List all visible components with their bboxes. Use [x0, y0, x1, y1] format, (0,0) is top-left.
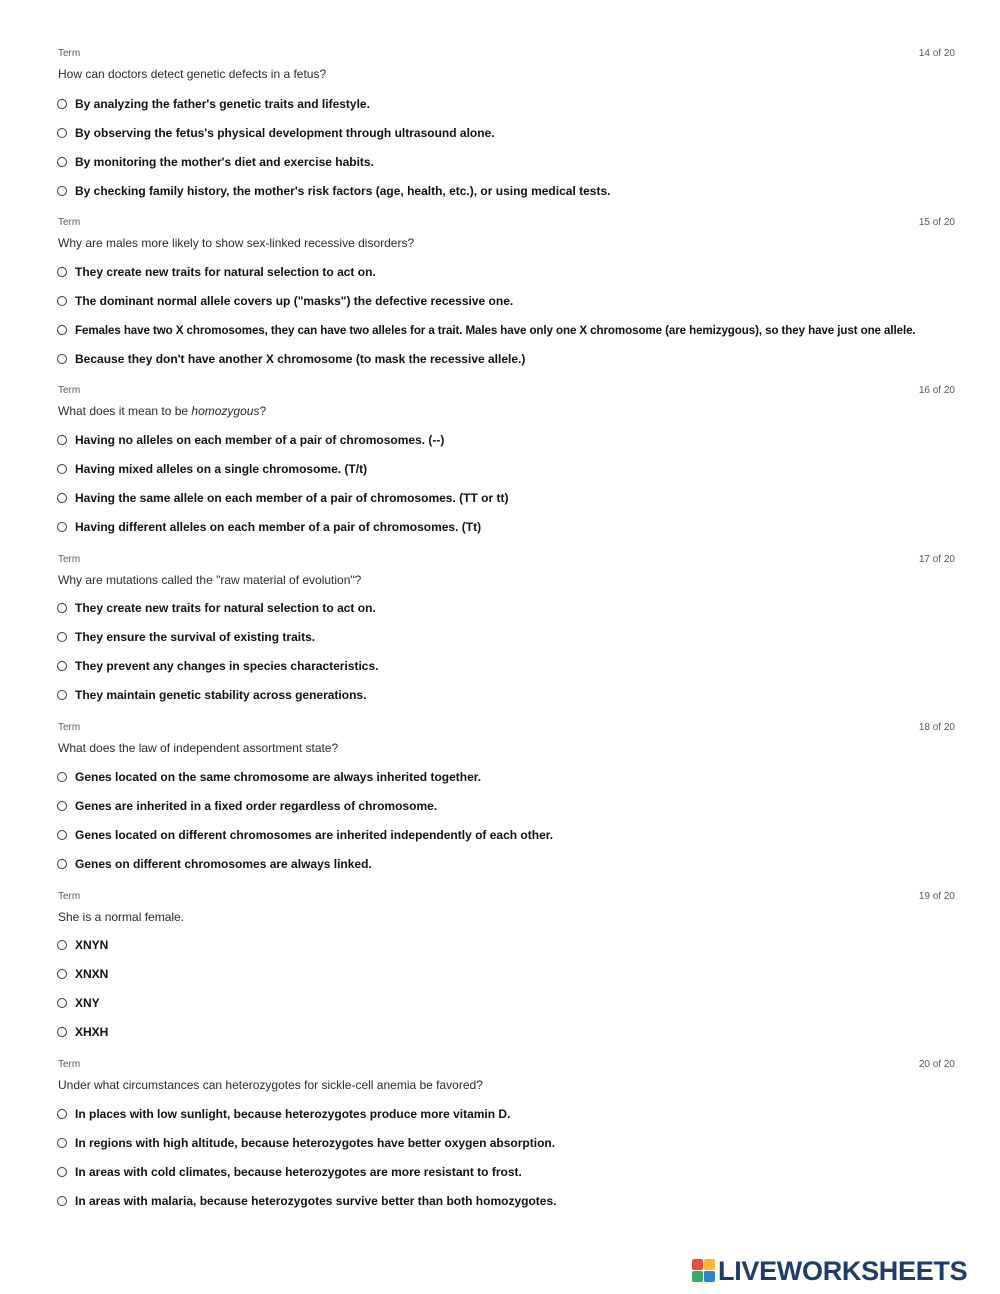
option-label[interactable]: XNY: [75, 996, 100, 1010]
option-label[interactable]: Having the same allele on each member of a pair of chromosomes. (TT or tt): [75, 491, 509, 505]
radio-button[interactable]: [57, 1109, 67, 1119]
option-label[interactable]: XNXN: [75, 967, 109, 981]
option-label[interactable]: By observing the fetus's physical development through ultrasound alone.: [75, 126, 495, 140]
radio-button[interactable]: [57, 772, 67, 782]
option-label[interactable]: Genes on different chromosomes are always linked.: [75, 857, 372, 871]
option-label[interactable]: Genes located on the same chromosome are always inherited together.: [75, 770, 482, 784]
term-label: Term: [58, 385, 81, 396]
question-16: [0, 385, 1000, 553]
term-label: Term: [58, 48, 81, 59]
radio-button[interactable]: [57, 661, 67, 671]
option-label[interactable]: XNYN: [75, 938, 109, 952]
answer-option[interactable]: [57, 799, 957, 817]
prompt-text-end: ?: [259, 404, 267, 418]
answer-option[interactable]: [57, 97, 957, 115]
question-counter: 14 of 20: [918, 48, 955, 59]
question-prompt: What does the law of independent assortment state?: [58, 741, 339, 755]
option-label[interactable]: Having different alleles on each member of a pair of chromosomes. (Tt): [75, 520, 482, 534]
radio-button[interactable]: [57, 157, 67, 167]
radio-button[interactable]: [57, 969, 67, 979]
question-18: [0, 722, 1000, 890]
question-counter: 20 of 20: [918, 1059, 955, 1070]
answer-option[interactable]: [57, 996, 957, 1014]
term-label: Term: [58, 891, 81, 902]
option-label[interactable]: They create new traits for natural selection to act on.: [75, 265, 376, 279]
radio-button[interactable]: [57, 464, 67, 474]
question-header: [58, 1059, 955, 1073]
question-prompt: She is a normal female.: [58, 910, 185, 924]
answer-option[interactable]: [57, 433, 957, 451]
radio-button[interactable]: [57, 1196, 67, 1206]
question-counter: 17 of 20: [918, 554, 955, 565]
answer-option[interactable]: [57, 323, 957, 341]
term-label: Term: [58, 1059, 81, 1070]
option-label[interactable]: In places with low sunlight, because heterozygotes produce more vitamin D.: [75, 1107, 511, 1121]
question-header: [58, 217, 955, 231]
option-label[interactable]: Because they don't have another X chromosome (to mask the recessive allele.): [75, 352, 526, 366]
answer-option[interactable]: [57, 491, 957, 509]
answer-option[interactable]: [57, 1136, 957, 1154]
answer-option[interactable]: [57, 294, 957, 312]
radio-button[interactable]: [57, 998, 67, 1008]
option-label[interactable]: The dominant normal allele covers up ("masks") the defective recessive one.: [75, 294, 514, 308]
question-19: [0, 891, 1000, 1059]
radio-button[interactable]: [57, 435, 67, 445]
answer-option[interactable]: [57, 1165, 957, 1183]
answer-option[interactable]: [57, 828, 957, 846]
prompt-emphasis: homozygous: [191, 404, 260, 418]
option-label[interactable]: Having mixed alleles on a single chromosome. (T/t): [75, 462, 368, 476]
option-label[interactable]: By analyzing the father's genetic traits and lifestyle.: [75, 97, 370, 111]
term-label: Term: [58, 217, 81, 228]
question-counter: 16 of 20: [918, 385, 955, 396]
question-header: [58, 722, 955, 736]
logo-mark-square: [704, 1271, 715, 1282]
radio-button[interactable]: [57, 493, 67, 503]
logo-mark-icon: [692, 1259, 716, 1283]
term-label: Term: [58, 554, 81, 565]
option-label[interactable]: By monitoring the mother's diet and exercise habits.: [75, 155, 374, 169]
question-prompt: Why are males more likely to show sex-linked recessive disorders?: [58, 236, 415, 250]
answer-option[interactable]: [57, 770, 957, 788]
liveworksheets-logo: [692, 1255, 992, 1285]
answer-option[interactable]: [57, 265, 957, 283]
answer-option[interactable]: [57, 688, 957, 706]
question-prompt: Under what circumstances can heterozygotes for sickle-cell anemia be favored?: [58, 1078, 483, 1092]
option-label[interactable]: Having no alleles on each member of a pair of chromosomes. (--): [75, 433, 445, 447]
question-header: [58, 48, 955, 62]
radio-button[interactable]: [57, 99, 67, 109]
radio-button[interactable]: [57, 1167, 67, 1177]
radio-button[interactable]: [57, 940, 67, 950]
option-label[interactable]: Females have two X chromosomes, they can have two alleles for a trait. Males have only one X chromosome (are hemizygous), so they have just one allele.: [75, 324, 916, 337]
question-prompt: Why are mutations called the "raw material of evolution"?: [58, 573, 362, 587]
logo-mark-square: [692, 1259, 703, 1270]
question-counter: 15 of 20: [918, 217, 955, 228]
answer-option[interactable]: [57, 967, 957, 985]
radio-button[interactable]: [57, 522, 67, 532]
question-header: [58, 891, 955, 905]
option-label[interactable]: XHXH: [75, 1025, 109, 1039]
question-counter: 19 of 20: [918, 891, 955, 902]
answer-option[interactable]: [57, 184, 957, 202]
answer-option[interactable]: [57, 938, 957, 956]
option-label[interactable]: They prevent any changes in species characteristics.: [75, 659, 379, 673]
question-header: [58, 554, 955, 568]
answer-option[interactable]: [57, 1025, 957, 1043]
option-label[interactable]: In areas with malaria, because heterozygotes survive better than both homozygotes.: [75, 1194, 557, 1208]
radio-button[interactable]: [57, 603, 67, 613]
answer-option[interactable]: [57, 155, 957, 173]
radio-button[interactable]: [57, 859, 67, 869]
answer-option[interactable]: [57, 1107, 957, 1125]
answer-option[interactable]: [57, 659, 957, 677]
option-label[interactable]: They maintain genetic stability across generations.: [75, 688, 367, 702]
radio-button[interactable]: [57, 354, 67, 364]
question-counter: 18 of 20: [918, 722, 955, 733]
question-17: [0, 554, 1000, 722]
radio-button[interactable]: [57, 801, 67, 811]
radio-button[interactable]: [57, 830, 67, 840]
answer-option[interactable]: [57, 126, 957, 144]
option-label[interactable]: They ensure the survival of existing traits.: [75, 630, 316, 644]
answer-option[interactable]: [57, 1194, 957, 1212]
radio-button[interactable]: [57, 632, 67, 642]
answer-option[interactable]: [57, 352, 957, 370]
option-label[interactable]: In regions with high altitude, because heterozygotes have better oxygen absorption.: [75, 1136, 556, 1150]
answer-option[interactable]: [57, 857, 957, 875]
radio-button[interactable]: [57, 325, 67, 335]
logo-mark-square: [704, 1259, 715, 1270]
question-20: [0, 1059, 1000, 1227]
radio-button[interactable]: [57, 296, 67, 306]
option-label[interactable]: Genes located on different chromosomes are inherited independently of each other.: [75, 828, 554, 842]
option-label[interactable]: In areas with cold climates, because heterozygotes are more resistant to frost.: [75, 1165, 522, 1179]
radio-button[interactable]: [57, 128, 67, 138]
question-prompt: How can doctors detect genetic defects in a fetus?: [58, 67, 327, 81]
term-label: Term: [58, 722, 81, 733]
prompt-text: What does it mean to be: [58, 404, 192, 418]
option-label[interactable]: They create new traits for natural selection to act on.: [75, 601, 376, 615]
answer-option[interactable]: [57, 630, 957, 648]
radio-button[interactable]: [57, 690, 67, 700]
answer-option[interactable]: [57, 462, 957, 480]
question-14: [0, 48, 1000, 216]
question-header: [58, 385, 955, 399]
radio-button[interactable]: [57, 1138, 67, 1148]
option-label[interactable]: By checking family history, the mother's risk factors (age, health, etc.), or using medical tests.: [75, 184, 611, 198]
radio-button[interactable]: [57, 186, 67, 196]
radio-button[interactable]: [57, 267, 67, 277]
question-prompt: [58, 404, 266, 418]
answer-option[interactable]: [57, 601, 957, 619]
logo-mark-square: [692, 1271, 703, 1282]
option-label[interactable]: Genes are inherited in a fixed order regardless of chromosome.: [75, 799, 438, 813]
question-15: [0, 217, 1000, 385]
logo-wordmark: LIVEWORKSHEETS: [718, 1256, 968, 1286]
answer-option[interactable]: [57, 520, 957, 538]
radio-button[interactable]: [57, 1027, 67, 1037]
